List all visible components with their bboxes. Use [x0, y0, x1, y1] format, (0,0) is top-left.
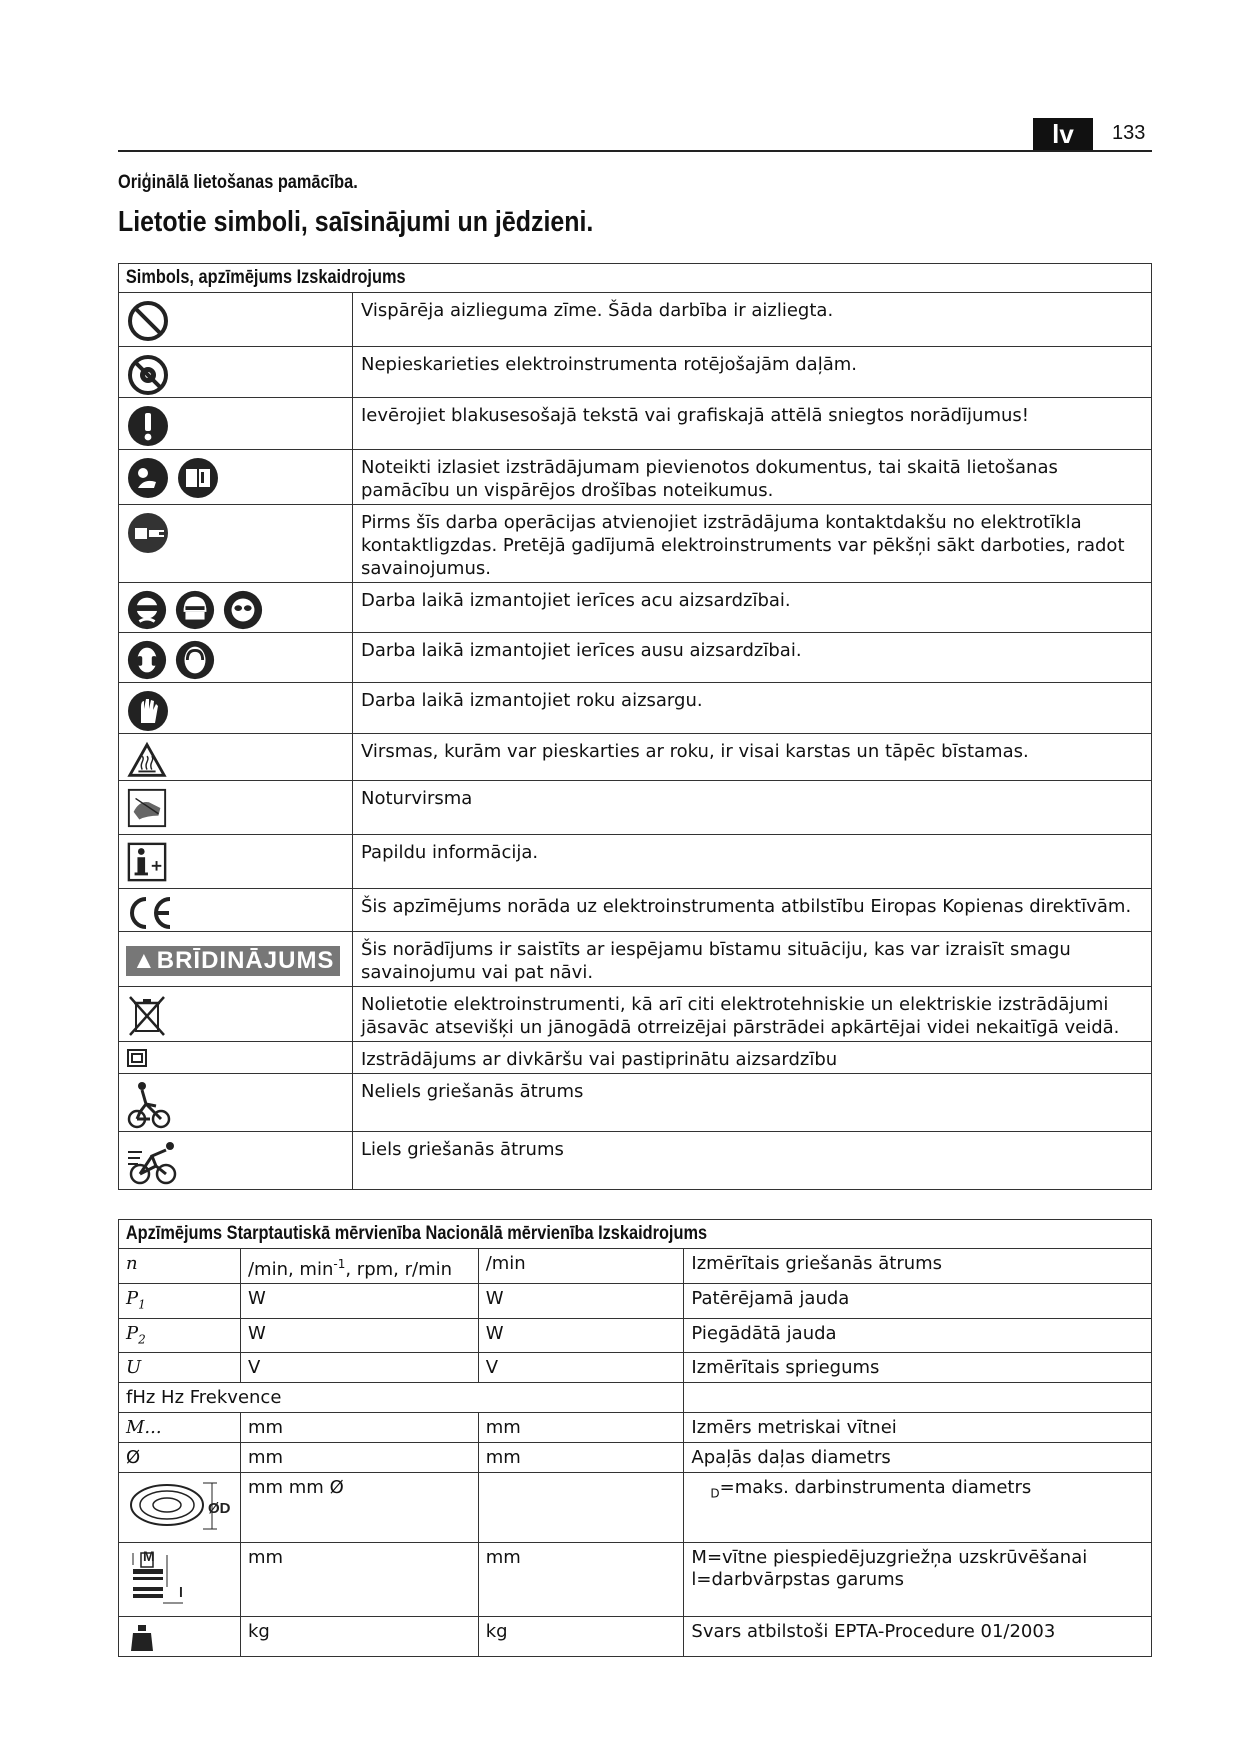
prohibition-icon	[126, 299, 170, 343]
manual-book-icon	[176, 456, 220, 500]
double-insulation-icon	[126, 1048, 148, 1068]
attention-exclamation-icon	[126, 404, 170, 448]
grip-surface-icon	[126, 787, 168, 829]
svg-text:l: l	[179, 1584, 183, 1601]
table-row: Ø mm mm Apaļās daļas diametrs	[119, 1443, 1152, 1473]
info-icon	[126, 841, 168, 883]
table-row: ▲BRĪDINĀJUMS Šis norādījums ir saistīts ar iespējamu bīstamu situāciju, kas var izraisīt smagu savainojumu vai pat nāvi.	[119, 932, 1152, 987]
table-row: Noteikti izlasiet izstrādājumam pievienotos dokumentus, tai skaitā lietošanas pamācību un vispārējos drošības noteikumus.	[119, 450, 1152, 505]
disc-diameter-icon	[127, 1477, 235, 1535]
table-row: n /min, $\min^{-1}$, rpm, r/min /min Izmērītais griešanās ātrums	[119, 1249, 1152, 1284]
units-table	[118, 1219, 1152, 1657]
header-rule	[118, 150, 1152, 152]
warning-label: ▲BRĪDINĀJUMS	[126, 946, 340, 976]
ear-protection-icon	[126, 639, 168, 681]
read-manual-icon	[126, 456, 170, 500]
table-row: Liels griešanās ātrums	[119, 1132, 1152, 1190]
table-row: Darba laikā izmantojiet ierīces acu aizsardzībai.	[119, 583, 1152, 633]
table-row: Neliels griešanās ātrums	[119, 1074, 1152, 1132]
fast-bicycle-icon	[126, 1138, 182, 1186]
table-row: U V V Izmērītais spriegums	[119, 1353, 1152, 1383]
svg-text:ØD: ØD	[208, 1500, 231, 1518]
table-row: $P_1$ W W Patērējamā jauda	[119, 1284, 1152, 1319]
symbols-table	[118, 263, 1152, 1190]
table-row: M... mm mm Izmērs metriskai vītnei	[119, 1413, 1152, 1443]
document-subtitle: Oriģinālā lietošanas pamācība.	[118, 172, 358, 193]
table-row: Pirms šīs darba operācijas atvienojiet izstrādājuma kontaktdakšu no elektrotīkla kontaktligzdas. Pretējā gadījumā elektroinstruments var pēkšņi sākt darboties, radot savainojumus.	[119, 505, 1152, 583]
table-row: fHz Hz Frekvence	[119, 1383, 1152, 1413]
table-row: ØD mm mm Ø $_D$=maks. darbinstrumenta diametrs	[119, 1473, 1152, 1543]
symbols-table-header: Simbols, apzīmējums Izskaidrojums	[119, 264, 1152, 293]
page-title: Lietotie simboli, saīsinājumi un jēdzieni.	[118, 206, 594, 238]
ce-mark-icon	[126, 895, 174, 931]
table-row: Nepieskarieties elektroinstrumenta rotējošajām daļām.	[119, 347, 1152, 398]
table-row: Virsmas, kurām var pieskarties ar roku, ir visai karstas un tāpēc bīstamas.	[119, 734, 1152, 781]
language-badge: lv	[1033, 118, 1093, 151]
ear-muffs-icon	[174, 639, 216, 681]
unplug-icon	[126, 511, 170, 555]
units-table-header: Apzīmējums Starptautiskā mērvienība Nacionālā mērvienība Izskaidrojums	[119, 1220, 1152, 1249]
table-row: $P_2$ W W Piegādātā jauda	[119, 1318, 1152, 1353]
page-number: 133	[1112, 122, 1146, 144]
slow-bicycle-icon	[126, 1080, 172, 1130]
table-row: Noturvirsma	[119, 781, 1152, 835]
table-row: Papildu informācija.	[119, 835, 1152, 889]
table-row: kg kg Svars atbilstoši EPTA-Procedure 01/2003	[119, 1617, 1152, 1657]
face-shield-icon	[174, 589, 216, 631]
table-row: Nolietotie elektroinstrumenti, kā arī citi elektrotehniskie un elektriskie izstrādājumi jāsavāc atsevišķi un jānogādā otrreizējai pārstrādei apkārtējai videi nekaitīgā veidā.	[119, 987, 1152, 1042]
no-touch-rotating-parts-icon	[126, 353, 170, 397]
crossed-bin-icon	[126, 993, 168, 1039]
hot-surface-icon	[126, 740, 168, 780]
eye-protection-icon	[126, 589, 168, 631]
spindle-thread-icon	[127, 1547, 193, 1611]
goggles-icon	[222, 589, 264, 631]
table-row: Izstrādājums ar divkāršu vai pastiprinātu aizsardzību	[119, 1042, 1152, 1074]
table-row: Vispārēja aizlieguma zīme. Šāda darbība ir aizliegta.	[119, 293, 1152, 347]
weight-icon	[129, 1623, 155, 1653]
table-row: M l mm mm M=vītne piespiedējuzgriežņa uzskrūvēšanai l=darbvārpstas garums	[119, 1543, 1152, 1617]
table-row: Darba laikā izmantojiet ierīces ausu aizsardzībai.	[119, 633, 1152, 683]
svg-text:M: M	[143, 1548, 155, 1565]
table-row: Darba laikā izmantojiet roku aizsargu.	[119, 683, 1152, 734]
table-row: Šis apzīmējums norāda uz elektroinstrumenta atbilstību Eiropas Kopienas direktīvām.	[119, 889, 1152, 932]
hand-protection-icon	[126, 689, 170, 733]
table-row: Ievērojiet blakusesošajā tekstā vai grafiskajā attēlā sniegtos norādījumus!	[119, 398, 1152, 450]
